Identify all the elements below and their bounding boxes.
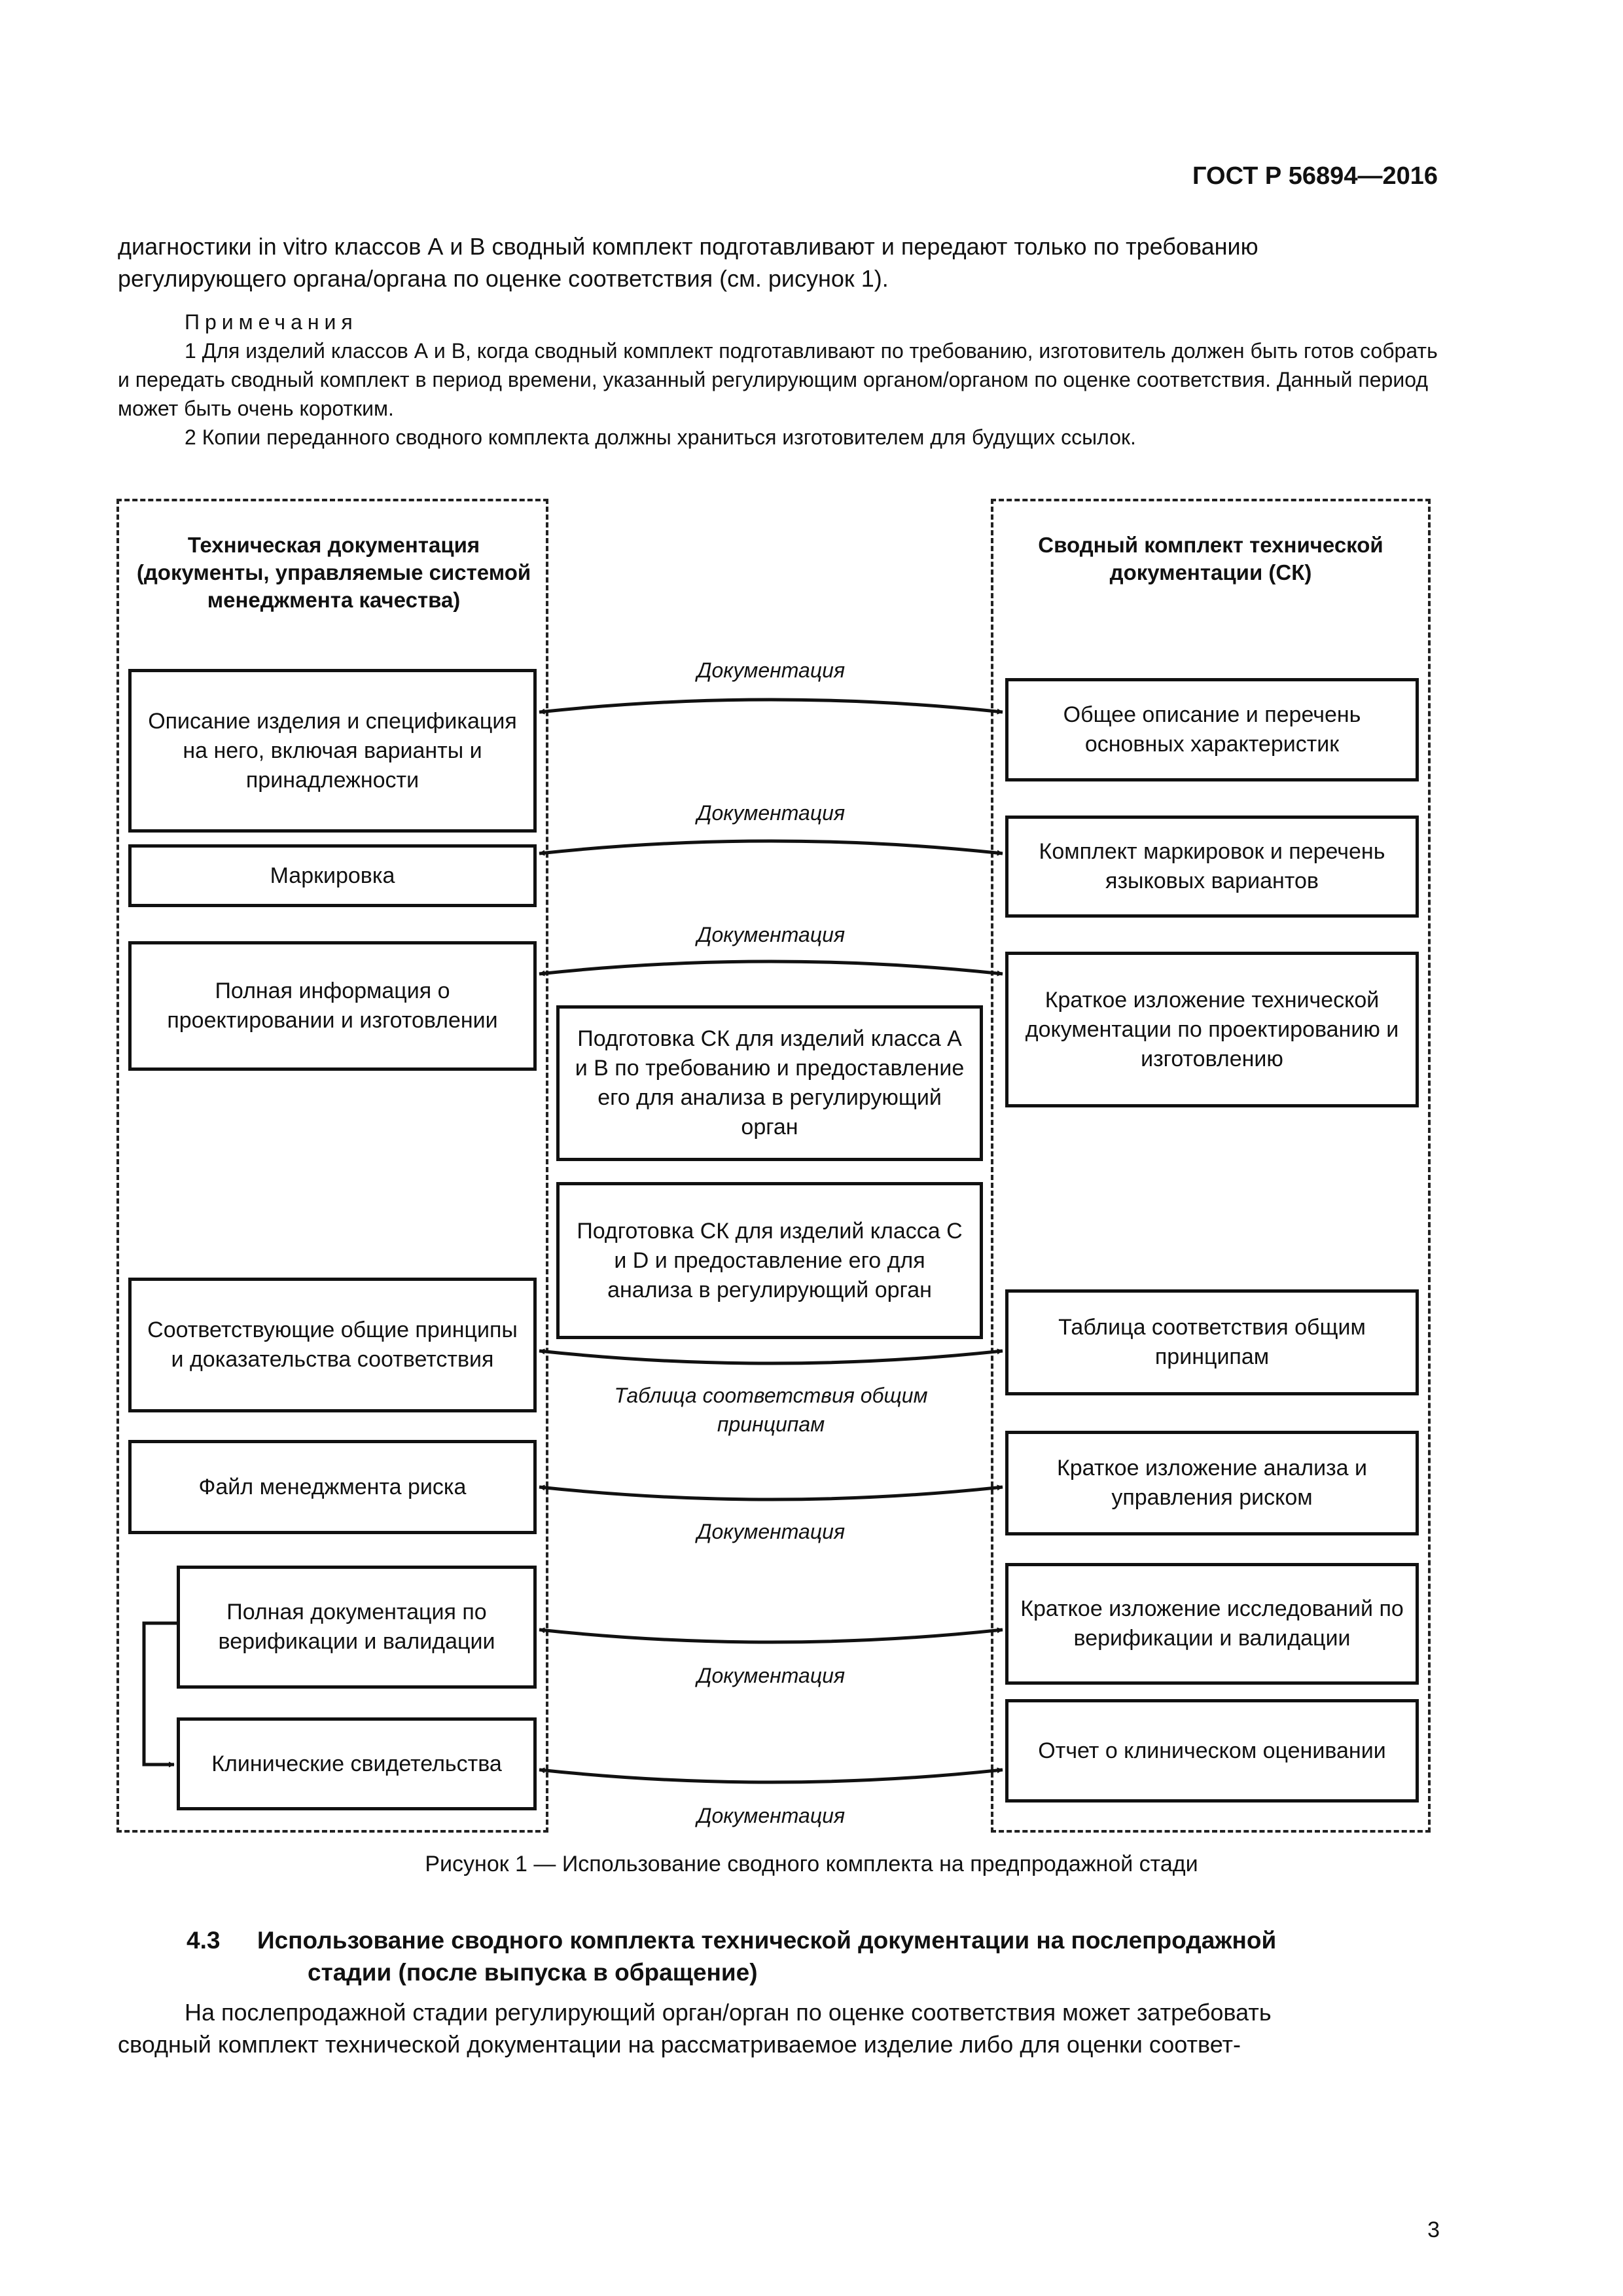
- right-box-labeling-set: Комплект маркировок и перечень языковых вариантов: [1005, 816, 1419, 918]
- arrow-7: [539, 1770, 1003, 1782]
- arrow-group: [144, 700, 1003, 1782]
- notes-title: Примечания: [185, 310, 358, 334]
- right-box-clinical-report: Отчет о клиническом оценивании: [1005, 1699, 1419, 1803]
- section-heading: [118, 1924, 1492, 1988]
- arrow-label-4: Таблица соответствия общим принципам: [614, 1384, 928, 1436]
- right-box-general-description: Общее описание и перечень основных характеристик: [1005, 678, 1419, 781]
- arrow-1: [539, 700, 1003, 712]
- section-number: 4.3: [187, 1927, 221, 1954]
- body-line-1: На послепродажной стадии регулирующий орган/орган по оценке соответствия может затребовать: [185, 1999, 1272, 2026]
- page-number: 3: [1427, 2217, 1440, 2242]
- left-box-clinical-evidence: Клинические свидетельства: [177, 1717, 537, 1810]
- left-box-verification: Полная документация по верификации и валидации: [177, 1566, 537, 1689]
- left-box-essential-principles: Соответствующие общие принципы и доказательства соответствия: [128, 1278, 537, 1412]
- right-box-design-summary: Краткое изложение технической документации по проектированию и изготовлению: [1005, 952, 1419, 1107]
- intro-line-2: регулирующего органа/органа по оценке соответствия (см. рисунок 1).: [118, 265, 889, 292]
- arrow-4: [539, 1351, 1003, 1363]
- left-box-labeling: Маркировка: [128, 844, 537, 907]
- arrow-label-5: Документация: [696, 1520, 846, 1543]
- note-1: 1 Для изделий классов А и В, когда сводный комплект подготавливают по требованию, изготовитель должен быть готов собрать и передать сводный комплект в период времени, указанный регулирующим органом/органом по оценке соответствия. Данный период может быть очень коротким.: [118, 339, 1438, 420]
- section-title-line-1: Использование сводного комплекта технической документации на послепродажной: [257, 1927, 1277, 1954]
- body-line-2: сводный комплект технической документации на рассматриваемое изделие либо для оценки соответ-: [118, 2031, 1241, 2058]
- arrow-6: [539, 1630, 1003, 1642]
- arrow-label-2: Документация: [696, 801, 846, 825]
- left-box-product-description: Описание изделия и спецификация на него, включая варианты и принадлежности: [128, 669, 537, 833]
- note-2: 2 Копии переданного сводного комплекта должны храниться изготовителем для будущих ссылок.: [185, 425, 1136, 449]
- arrow-3: [539, 961, 1003, 974]
- right-box-principles-table: Таблица соответствия общим принципам: [1005, 1289, 1419, 1395]
- arrow-2: [539, 841, 1003, 853]
- figure-caption: Рисунок 1 — Использование сводного комплекта на предпродажной стади: [425, 1852, 1198, 1876]
- section-title-line-2: стадии (после выпуска в обращение): [308, 1959, 758, 1986]
- right-column-header: Сводный комплект технической документации (СК): [1038, 533, 1383, 584]
- body-paragraph: [118, 1996, 1446, 2060]
- left-column-header: Техническая документация (документы, управляемые системой менеджмента качества): [136, 533, 531, 612]
- right-box-verification-summary: Краткое изложение исследований по верификации и валидации: [1005, 1563, 1419, 1685]
- elbow-connector: [144, 1623, 177, 1765]
- arrow-label-1: Документация: [696, 658, 846, 682]
- left-box-design-info: Полная информация о проектировании и изготовлении: [128, 941, 537, 1071]
- arrow-label-3: Документация: [696, 923, 846, 946]
- standard-id: ГОСТ Р 56894—2016: [1192, 162, 1438, 190]
- center-box-class-ab: Подготовка СК для изделий класса А и В по требованию и предоставление его для анализа в регулирующий орган: [556, 1005, 983, 1161]
- center-box-class-cd: Подготовка СК для изделий класса С и D и предоставление его для анализа в регулирующий орган: [556, 1182, 983, 1339]
- arrow-label-6: Документация: [696, 1664, 846, 1687]
- intro-line-1: диагностики in vitro классов А и В сводный комплект подготавливают и передают только по требованию: [118, 233, 1258, 260]
- left-box-risk-file: Файл менеджмента риска: [128, 1440, 537, 1534]
- arrow-5: [539, 1487, 1003, 1499]
- right-box-risk-summary: Краткое изложение анализа и управления риском: [1005, 1431, 1419, 1535]
- arrow-label-7: Документация: [696, 1804, 846, 1827]
